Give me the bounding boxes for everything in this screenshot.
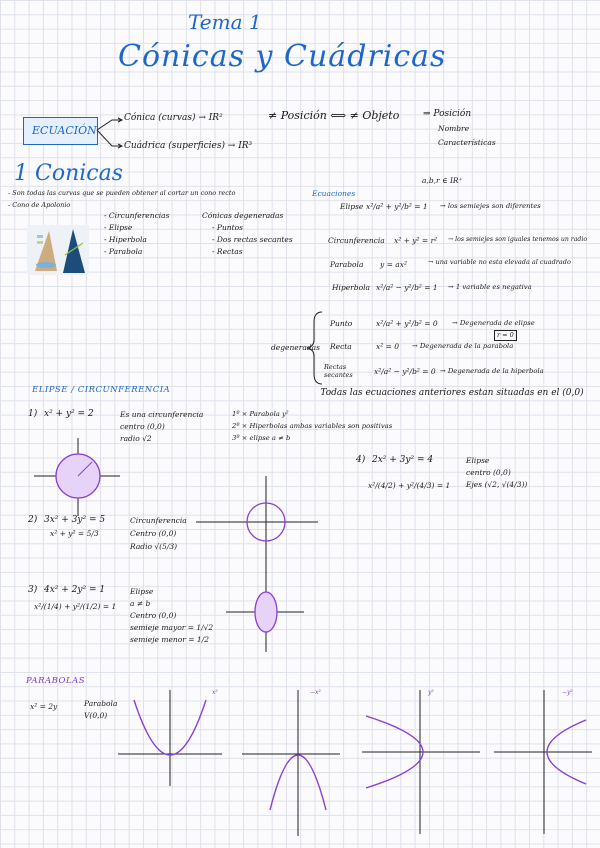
deg-note: → Degenerada de elipse [452, 319, 535, 327]
eq-formula: x²/a² − y²/b² = 1 [376, 283, 438, 292]
ex-num: 3) [28, 585, 38, 595]
degenerate-item: - Rectas [212, 247, 243, 256]
conicas-heading: 1 Conicas [14, 161, 124, 186]
params-note: a,b,r ∈ IR⁺ [422, 176, 463, 185]
deg-box: r = 0 [494, 330, 517, 341]
deg-name: Recta [330, 342, 352, 351]
deg-formula: x²/a² + y²/b² = 0 [376, 319, 438, 328]
theme-title: Tema 1 [188, 10, 262, 34]
eq-name: Hiperbola [332, 283, 370, 292]
ex-line: semieje menor = 1/2 [130, 635, 209, 644]
posicion-list-arrow: ⇒ Posición [423, 109, 472, 119]
ex-eq2: x²/(4/2) + y²/(4/3) = 1 [368, 481, 451, 490]
ex-line: centro (0,0) [466, 468, 511, 477]
conic-type: - Hiperbola [104, 235, 147, 244]
conicas-bullet: - Son todas las curvas que se pueden obtener al cortar un cono recto [8, 189, 236, 197]
cuadrica-def: Cuádrica (superficies) → IR³ [124, 141, 253, 151]
deg-name: Rectas secantes [324, 363, 353, 379]
eq-name: Circunferencia [328, 236, 385, 245]
ex-line: Es una circunferencia [120, 410, 204, 419]
ex-line: Elipse [466, 456, 490, 465]
posicion-list-item: Características [438, 138, 496, 147]
conica-def: Cónica (curvas) → IR² [124, 113, 223, 123]
conicas-bullet: - Cono de Apolonio [8, 201, 71, 209]
ex-note: 3º × elipse a ≠ b [232, 434, 291, 442]
ex-line: Circunferencia [130, 516, 187, 525]
posicion-list-item: Nombre [438, 124, 470, 133]
ex-line: radio √2 [120, 434, 152, 443]
posicion-note: ≠ Posición ⟺ ≠ Objeto [268, 109, 400, 122]
ex-eq: x² + y² = 2 [44, 409, 94, 419]
conic-type: - Circunferencias [104, 211, 170, 220]
parabola-graph-down [242, 690, 340, 836]
deg-formula: x²/a² − y²/b² = 0 [374, 367, 436, 376]
parabolas-heading: PARABOLAS [26, 676, 86, 686]
ex-eq2: x² + y² = 5/3 [50, 529, 99, 538]
eq-note: → una variable no esta elevada al cuadrado [428, 258, 571, 266]
ex-num: 4) [356, 455, 366, 465]
ex-line: Ejes (√2, √(4/3)) [466, 480, 528, 489]
parabola-label: x² [212, 689, 218, 696]
parabola-label: y² [428, 689, 434, 696]
parabola-line: V(0,0) [84, 711, 108, 720]
parabola-graph-left [494, 690, 592, 834]
eq-name: Parabola [330, 260, 364, 269]
ex-eq: 4x² + 2y² = 1 [44, 585, 106, 595]
ex-note: 1º × Parabola y² [232, 410, 289, 418]
elipse-heading: ELIPSE / CIRCUNFERENCIA [32, 385, 171, 395]
parabola-graph-right [362, 690, 480, 834]
conic-type: - Elipse [104, 223, 133, 232]
eq-note: → los semiejes son iguales tenemos un radio [448, 236, 588, 243]
degenerate-item: - Dos rectas secantes [212, 235, 293, 244]
ex-line: Centro (0,0) [130, 529, 177, 538]
deg-note: → Degenerada de la hiperbola [440, 367, 544, 375]
eq-note: → 1 variable es negativa [448, 283, 532, 291]
ex-line: centro (0,0) [120, 422, 165, 431]
centered-note: Todas las ecuaciones anteriores estan situadas en el (0,0) [320, 388, 584, 398]
parabola-graph-up [118, 690, 222, 786]
deg-name: Punto [330, 319, 353, 328]
parabola-label: −x² [310, 689, 321, 696]
deg-formula: x² = 0 [376, 342, 400, 351]
ex-line: Radio √(5/3) [130, 542, 178, 551]
eq-formula: x² + y² = r² [394, 236, 438, 245]
ex-note: 2º × Hiperbolas ambas variables son positivas [232, 422, 393, 430]
degenerate-item: - Puntos [212, 223, 244, 232]
eq-note: → los semiejes son diferentes [440, 202, 541, 210]
ex-eq: 2x² + 3y² = 4 [372, 455, 434, 465]
parabola-label: −y² [562, 689, 573, 696]
ex-eq2: x²/(1/4) + y²/(1/2) = 1 [34, 602, 117, 611]
ex-line: a ≠ b [130, 599, 151, 608]
deg-note: → Degenerada de la parabola [412, 342, 514, 350]
ex-line: Elipse [130, 587, 154, 596]
equation-label: ECUACIÓN [32, 124, 97, 137]
conic-type: - Parabola [104, 247, 143, 256]
eq-formula: y = ax² [380, 260, 407, 269]
ex-num: 1) [28, 409, 38, 419]
equations-label: Ecuaciones [312, 189, 356, 198]
degenerate-title: Cónicas degeneradas [202, 211, 284, 220]
page-title: Cónicas y Cuádricas [118, 39, 447, 74]
ex-line: semieje mayor = 1/√2 [130, 623, 214, 632]
parabola-line: Parabola [84, 699, 118, 708]
eq-formula: x²/a² + y²/b² = 1 [366, 202, 428, 211]
ex-eq: 3x² + 3y² = 5 [44, 515, 106, 525]
ex-num: 2) [28, 515, 38, 525]
parabola-eq: x² = 2y [30, 702, 58, 711]
degenerate-label: degeneradas [271, 343, 320, 352]
eq-name: Elipse [340, 202, 364, 211]
ex-line: Centro (0,0) [130, 611, 177, 620]
